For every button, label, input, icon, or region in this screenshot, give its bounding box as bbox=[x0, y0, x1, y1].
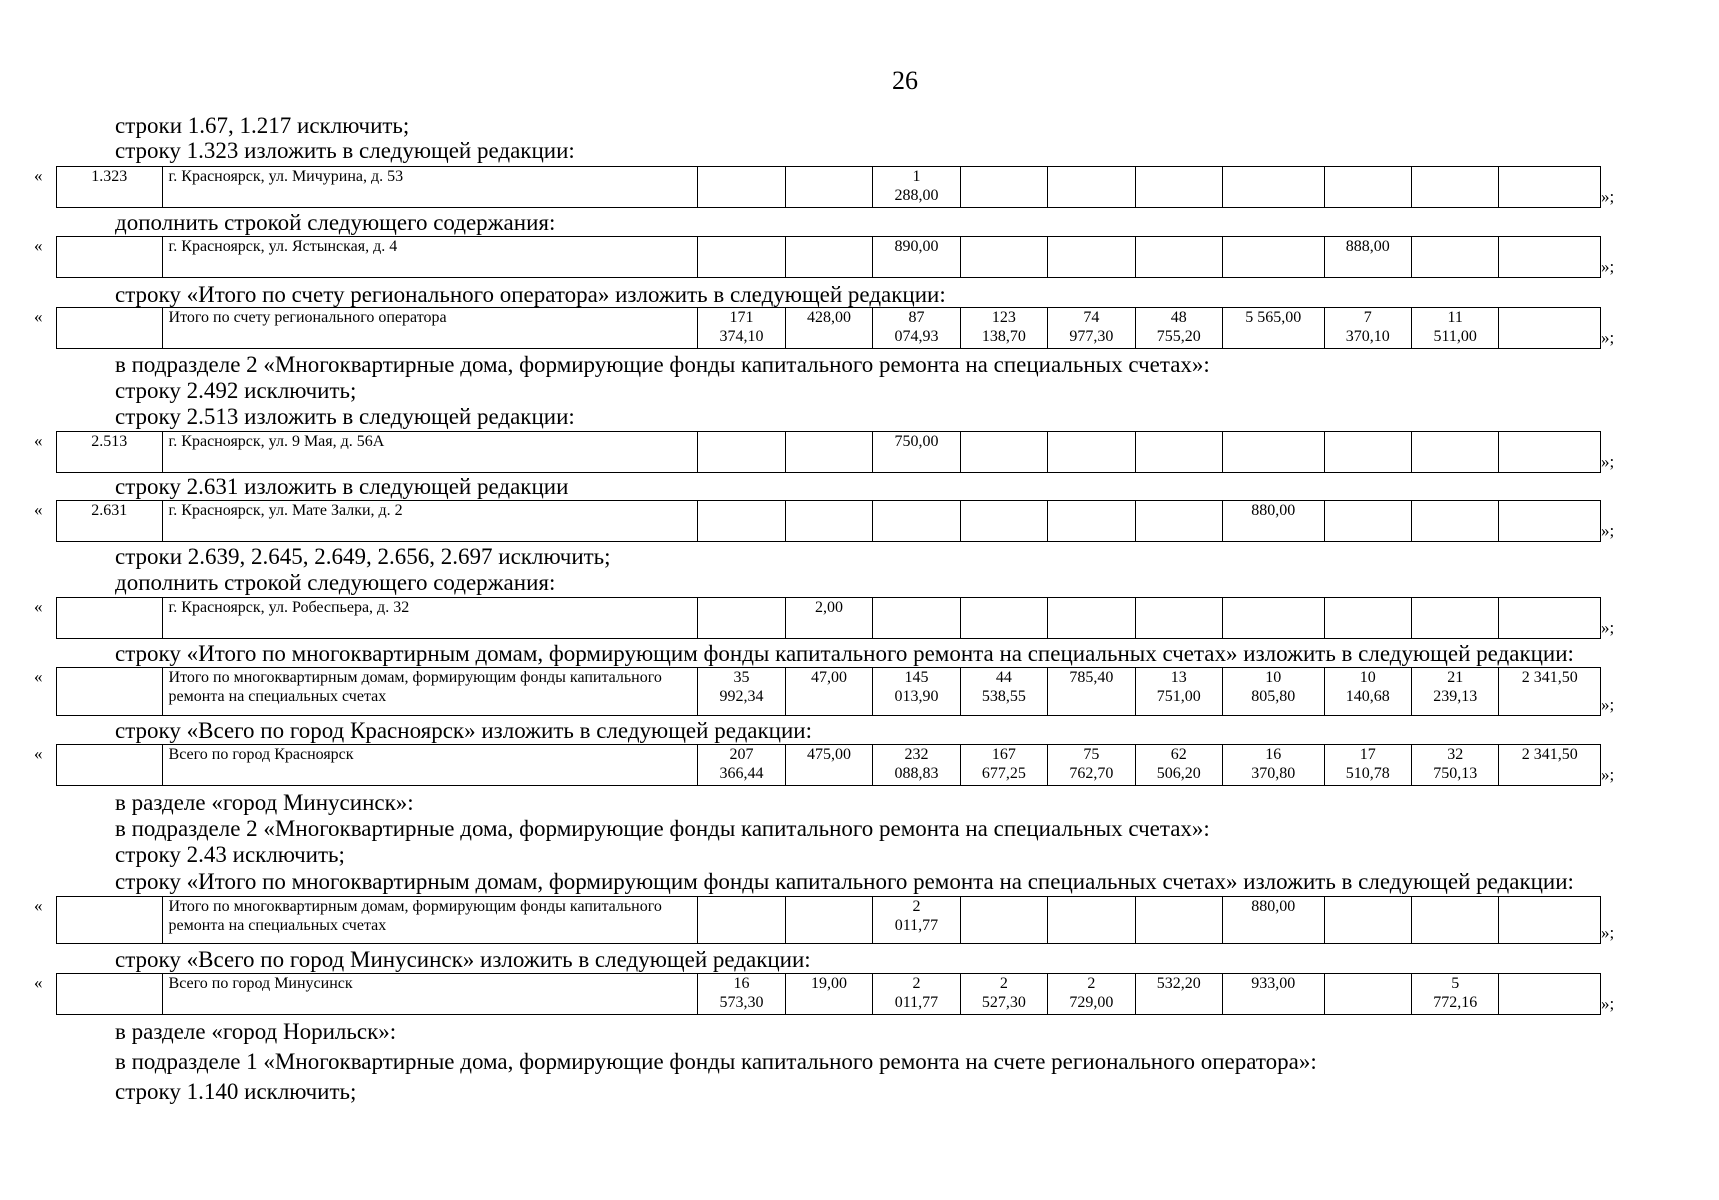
instruction-line: строки 1.67, 1.217 исключить; bbox=[115, 113, 410, 138]
value-cell: 5 565,00 bbox=[1223, 308, 1325, 349]
value-cell bbox=[960, 598, 1047, 639]
value-cell bbox=[1135, 237, 1222, 278]
value-cell: 232 088,83 bbox=[873, 745, 960, 786]
instruction-line: строку 2.513 изложить в следующей редакции: bbox=[115, 404, 575, 429]
value-cell: 145 013,90 bbox=[873, 668, 960, 716]
value-cell: 888,00 bbox=[1324, 237, 1411, 278]
value-cell: 750,00 bbox=[873, 432, 960, 473]
value-cell bbox=[960, 897, 1047, 944]
value-cell bbox=[698, 501, 785, 542]
amendment-row bbox=[34, 307, 1634, 349]
value-cell: 62 506,20 bbox=[1135, 745, 1222, 786]
value-cell: 880,00 bbox=[1223, 897, 1325, 944]
value-cell bbox=[1135, 897, 1222, 944]
row-number-cell bbox=[57, 308, 163, 349]
value-cell bbox=[1412, 167, 1499, 208]
close-quote-mark: »; bbox=[1601, 187, 1615, 206]
value-cell bbox=[873, 598, 960, 639]
value-cell bbox=[698, 432, 785, 473]
value-cell bbox=[1135, 598, 1222, 639]
open-quote-mark: « bbox=[34, 236, 43, 255]
value-cell: 32 750,13 bbox=[1412, 745, 1499, 786]
instruction-line: строку «Итого по счету регионального оператора» изложить в следующей редакции: bbox=[115, 282, 946, 307]
value-cell: 17 510,78 bbox=[1324, 745, 1411, 786]
value-cell: 74 977,30 bbox=[1048, 308, 1135, 349]
row-number-cell: 2.513 bbox=[57, 432, 163, 473]
row-number-cell: 2.631 bbox=[57, 501, 163, 542]
open-quote-mark: « bbox=[34, 166, 43, 185]
value-cell: 47,00 bbox=[785, 668, 872, 716]
amendment-row bbox=[34, 236, 1634, 278]
page-number: 26 bbox=[892, 66, 918, 95]
instruction-line: строку 1.323 изложить в следующей редакции: bbox=[115, 138, 575, 163]
value-cell bbox=[1324, 432, 1411, 473]
value-cell bbox=[1412, 432, 1499, 473]
value-cell bbox=[1324, 501, 1411, 542]
value-cell bbox=[1499, 974, 1601, 1015]
close-quote-mark: »; bbox=[1601, 452, 1615, 471]
amendment-table bbox=[56, 236, 1601, 278]
value-cell bbox=[698, 897, 785, 944]
open-quote-mark: « bbox=[34, 500, 43, 519]
value-cell: 75 762,70 bbox=[1048, 745, 1135, 786]
value-cell bbox=[1499, 501, 1601, 542]
amendment-row bbox=[34, 667, 1634, 716]
row-number-cell bbox=[57, 237, 163, 278]
instruction-line: строку 1.140 исключить; bbox=[115, 1079, 357, 1104]
value-cell: 532,20 bbox=[1135, 974, 1222, 1015]
table-row bbox=[57, 668, 1601, 716]
instruction-line: строку «Всего по город Минусинск» изложить в следующей редакции: bbox=[115, 947, 811, 972]
value-cell: 35 992,34 bbox=[698, 668, 785, 716]
table-row bbox=[57, 745, 1601, 786]
value-cell bbox=[1048, 237, 1135, 278]
value-cell: 2 011,77 bbox=[873, 974, 960, 1015]
value-cell bbox=[960, 432, 1047, 473]
table-row bbox=[57, 974, 1601, 1015]
value-cell: 10 805,80 bbox=[1223, 668, 1325, 716]
amendment-row bbox=[34, 744, 1634, 786]
value-cell bbox=[785, 501, 872, 542]
amendment-row bbox=[34, 896, 1634, 944]
close-quote-mark: »; bbox=[1601, 618, 1615, 637]
table-row bbox=[57, 308, 1601, 349]
value-cell: 2 729,00 bbox=[1048, 974, 1135, 1015]
table-row bbox=[57, 237, 1601, 278]
instruction-line: строку 2.43 исключить; bbox=[115, 842, 345, 867]
close-quote-mark: »; bbox=[1601, 994, 1615, 1013]
instruction-line: строку «Всего по город Красноярск» изложить в следующей редакции: bbox=[115, 718, 812, 743]
row-number-cell bbox=[57, 745, 163, 786]
value-cell bbox=[1499, 598, 1601, 639]
table-row bbox=[57, 598, 1601, 639]
value-cell bbox=[960, 167, 1047, 208]
value-cell: 890,00 bbox=[873, 237, 960, 278]
value-cell: 10 140,68 bbox=[1324, 668, 1411, 716]
open-quote-mark: « bbox=[34, 667, 43, 686]
close-quote-mark: »; bbox=[1601, 521, 1615, 540]
value-cell bbox=[1412, 598, 1499, 639]
table-row bbox=[57, 432, 1601, 473]
value-cell bbox=[698, 167, 785, 208]
value-cell bbox=[1412, 897, 1499, 944]
value-cell: 428,00 bbox=[785, 308, 872, 349]
value-cell bbox=[960, 237, 1047, 278]
value-cell: 87 074,93 bbox=[873, 308, 960, 349]
value-cell bbox=[1499, 897, 1601, 944]
instruction-line: строку «Итого по многоквартирным домам, формирующим фонды капитального ремонта на специальных счетах» изложить в следующей редакции: bbox=[115, 869, 1574, 894]
value-cell bbox=[785, 897, 872, 944]
amendment-table bbox=[56, 896, 1601, 944]
amendment-row bbox=[34, 500, 1634, 542]
value-cell: 44 538,55 bbox=[960, 668, 1047, 716]
open-quote-mark: « bbox=[34, 896, 43, 915]
value-cell bbox=[1412, 501, 1499, 542]
value-cell bbox=[1048, 501, 1135, 542]
amendment-table bbox=[56, 500, 1601, 542]
open-quote-mark: « bbox=[34, 597, 43, 616]
address-cell: Всего по город Минусинск bbox=[162, 974, 698, 1015]
value-cell bbox=[785, 167, 872, 208]
value-cell bbox=[1324, 598, 1411, 639]
value-cell bbox=[1324, 897, 1411, 944]
value-cell: 167 677,25 bbox=[960, 745, 1047, 786]
value-cell: 880,00 bbox=[1223, 501, 1325, 542]
value-cell: 1 288,00 bbox=[873, 167, 960, 208]
value-cell: 2 341,50 bbox=[1499, 745, 1601, 786]
value-cell: 16 370,80 bbox=[1223, 745, 1325, 786]
value-cell: 2,00 bbox=[785, 598, 872, 639]
table-row bbox=[57, 167, 1601, 208]
value-cell: 16 573,30 bbox=[698, 974, 785, 1015]
close-quote-mark: »; bbox=[1601, 695, 1615, 714]
address-cell: Всего по город Красноярск bbox=[162, 745, 698, 786]
close-quote-mark: »; bbox=[1601, 328, 1615, 347]
value-cell bbox=[785, 237, 872, 278]
table-row bbox=[57, 897, 1601, 944]
open-quote-mark: « bbox=[34, 307, 43, 326]
value-cell: 475,00 bbox=[785, 745, 872, 786]
value-cell: 5 772,16 bbox=[1412, 974, 1499, 1015]
instruction-line: дополнить строкой следующего содержания: bbox=[115, 210, 556, 235]
value-cell bbox=[1223, 237, 1325, 278]
row-number-cell bbox=[57, 598, 163, 639]
instruction-line: строки 2.639, 2.645, 2.649, 2.656, 2.697 исключить; bbox=[115, 544, 611, 569]
amendment-row bbox=[34, 597, 1634, 639]
value-cell: 2 341,50 bbox=[1499, 668, 1601, 716]
value-cell bbox=[1223, 432, 1325, 473]
amendment-table bbox=[56, 307, 1601, 349]
value-cell bbox=[1135, 432, 1222, 473]
amendment-table bbox=[56, 744, 1601, 786]
address-cell: г. Красноярск, ул. 9 Мая, д. 56А bbox=[162, 432, 698, 473]
address-cell: Итого по многоквартирным домам, формирующим фонды капитального ремонта на специальных счетах bbox=[162, 897, 698, 944]
value-cell bbox=[1324, 167, 1411, 208]
amendment-table bbox=[56, 431, 1601, 473]
amendment-table bbox=[56, 667, 1601, 716]
instruction-line: в подразделе 1 «Многоквартирные дома, формирующие фонды капитального ремонта на счете регионального оператора»: bbox=[115, 1049, 1317, 1074]
address-cell: Итого по многоквартирным домам, формирующим фонды капитального ремонта на специальных счетах bbox=[162, 668, 698, 716]
value-cell bbox=[1324, 974, 1411, 1015]
open-quote-mark: « bbox=[34, 431, 43, 450]
instruction-line: в разделе «город Норильск»: bbox=[115, 1019, 397, 1044]
value-cell: 2 527,30 bbox=[960, 974, 1047, 1015]
value-cell bbox=[1499, 167, 1601, 208]
value-cell: 171 374,10 bbox=[698, 308, 785, 349]
value-cell bbox=[1223, 598, 1325, 639]
row-number-cell bbox=[57, 974, 163, 1015]
address-cell: г. Красноярск, ул. Мичурина, д. 53 bbox=[162, 167, 698, 208]
value-cell: 11 511,00 bbox=[1412, 308, 1499, 349]
value-cell: 933,00 bbox=[1223, 974, 1325, 1015]
value-cell bbox=[1048, 598, 1135, 639]
value-cell bbox=[960, 501, 1047, 542]
value-cell bbox=[698, 598, 785, 639]
value-cell: 207 366,44 bbox=[698, 745, 785, 786]
value-cell bbox=[1499, 432, 1601, 473]
address-cell: г. Красноярск, ул. Мате Залки, д. 2 bbox=[162, 501, 698, 542]
value-cell bbox=[1223, 167, 1325, 208]
amendment-table bbox=[56, 597, 1601, 639]
close-quote-mark: »; bbox=[1601, 257, 1615, 276]
value-cell bbox=[785, 432, 872, 473]
value-cell bbox=[1499, 308, 1601, 349]
open-quote-mark: « bbox=[34, 744, 43, 763]
amendment-row bbox=[34, 431, 1634, 473]
value-cell bbox=[1135, 501, 1222, 542]
value-cell bbox=[1048, 897, 1135, 944]
address-cell: г. Красноярск, ул. Робеспьера, д. 32 bbox=[162, 598, 698, 639]
close-quote-mark: »; bbox=[1601, 923, 1615, 942]
value-cell: 7 370,10 bbox=[1324, 308, 1411, 349]
address-cell: Итого по счету регионального оператора bbox=[162, 308, 698, 349]
row-number-cell bbox=[57, 668, 163, 716]
value-cell bbox=[1048, 167, 1135, 208]
amendment-table bbox=[56, 973, 1601, 1015]
value-cell bbox=[1412, 237, 1499, 278]
instruction-line: в подразделе 2 «Многоквартирные дома, формирующие фонды капитального ремонта на специальных счетах»: bbox=[115, 352, 1210, 377]
value-cell bbox=[1499, 237, 1601, 278]
instruction-line: в подразделе 2 «Многоквартирные дома, формирующие фонды капитального ремонта на специальных счетах»: bbox=[115, 816, 1210, 841]
instruction-line: строку 2.631 изложить в следующей редакции bbox=[115, 474, 569, 499]
row-number-cell bbox=[57, 897, 163, 944]
table-row bbox=[57, 501, 1601, 542]
amendment-row bbox=[34, 166, 1634, 208]
value-cell: 2 011,77 bbox=[873, 897, 960, 944]
value-cell: 13 751,00 bbox=[1135, 668, 1222, 716]
address-cell: г. Красноярск, ул. Ястынская, д. 4 bbox=[162, 237, 698, 278]
open-quote-mark: « bbox=[34, 973, 43, 992]
close-quote-mark: »; bbox=[1601, 765, 1615, 784]
value-cell: 785,40 bbox=[1048, 668, 1135, 716]
value-cell: 21 239,13 bbox=[1412, 668, 1499, 716]
instruction-line: дополнить строкой следующего содержания: bbox=[115, 570, 556, 595]
value-cell bbox=[873, 501, 960, 542]
instruction-line: в разделе «город Минусинск»: bbox=[115, 790, 414, 815]
row-number-cell: 1.323 bbox=[57, 167, 163, 208]
value-cell: 19,00 bbox=[785, 974, 872, 1015]
value-cell bbox=[698, 237, 785, 278]
amendment-table bbox=[56, 166, 1601, 208]
value-cell bbox=[1048, 432, 1135, 473]
value-cell bbox=[1135, 167, 1222, 208]
instruction-line: строку 2.492 исключить; bbox=[115, 378, 357, 403]
value-cell: 123 138,70 bbox=[960, 308, 1047, 349]
amendment-row bbox=[34, 973, 1634, 1015]
value-cell: 48 755,20 bbox=[1135, 308, 1222, 349]
instruction-line: строку «Итого по многоквартирным домам, формирующим фонды капитального ремонта на специальных счетах» изложить в следующей редакции: bbox=[115, 641, 1574, 666]
